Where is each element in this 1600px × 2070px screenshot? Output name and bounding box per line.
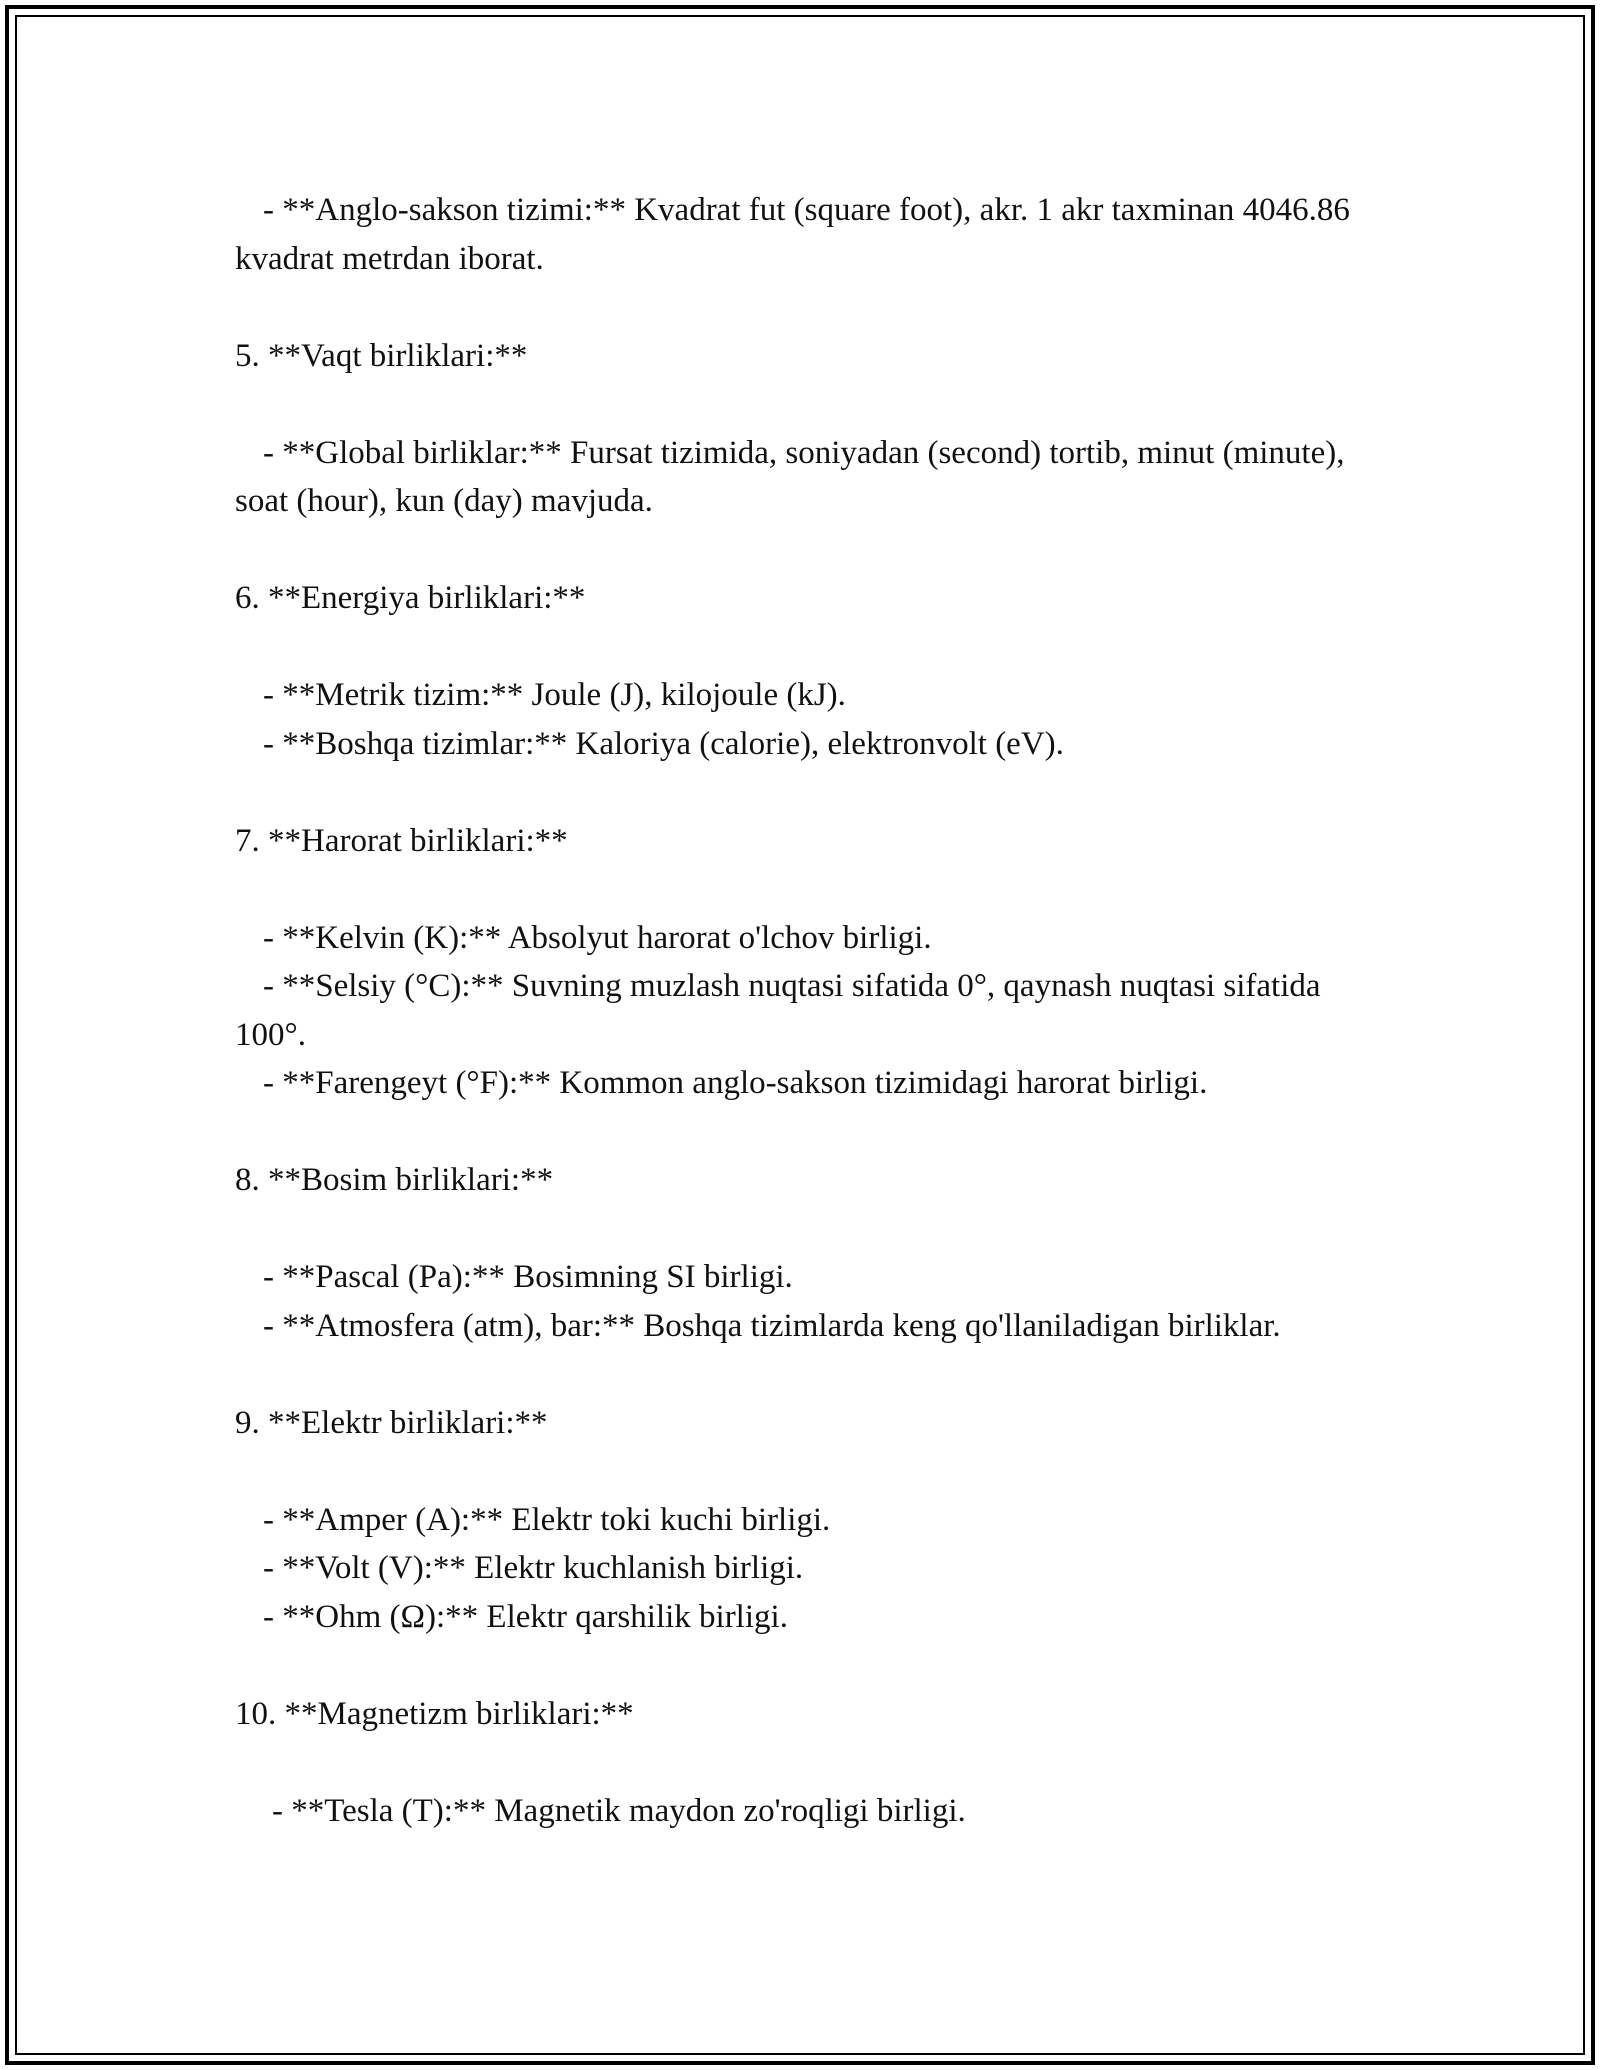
text-line: - **Atmosfera (atm), bar:** Boshqa tizimlarda keng qo'llaniladigan birliklar. (263, 1307, 1281, 1344)
text-line: - **Metrik tizim:** Joule (J), kilojoule (kJ). (263, 677, 846, 713)
text-line: - **Selsiy (°C):** Suvning muzlash nuqtasi sifatida 0°, qaynash nuqtasi sifatida 100°. (235, 968, 1329, 1053)
text-line: - **Farengeyt (°F):** Kommon anglo-sakson tizimidagi harorat birligi. (263, 1065, 1208, 1101)
text-line: - **Pascal (Pa):** Bosimning SI birligi. (263, 1259, 793, 1295)
section-heading: 6. **Energiya birliklari:** (235, 580, 586, 616)
section-heading: 9. **Elektr birliklari:** (235, 1404, 548, 1441)
document-body (235, 186, 1365, 1835)
text-line: - **Ohm (Ω):** Elektr qarshilik birligi. (263, 1598, 788, 1635)
section-heading: 8. **Bosim birliklari:** (235, 1162, 554, 1198)
section-heading: 7. **Harorat birliklari:** (235, 822, 568, 859)
text-line: - **Boshqa tizimlar:** Kaloriya (calorie), elektronvolt (eV). (263, 725, 1064, 762)
section-heading: 5. **Vaqt birliklari:** (235, 337, 528, 374)
text-line: - **Volt (V):** Elektr kuchlanish birligi. (263, 1550, 804, 1586)
text-line: - **Kelvin (K):** Absolyut harorat o'lchov birligi. (263, 919, 932, 956)
text-line: - **Global birliklar:** Fursat tizimida, soniyadan (second) tortib, minut (minute), soat (hour), kun (day) mavjuda. (235, 434, 1353, 519)
text-line: - **Tesla (T):** Magnetik maydon zo'roqligi birligi. (272, 1792, 966, 1829)
text-line: - **Amper (A):** Elektr toki kuchi birligi. (263, 1501, 831, 1538)
section-heading: 10. **Magnetizm birliklari:** (235, 1695, 634, 1732)
text-line: - **Anglo-sakson tizimi:** Kvadrat fut (square foot), akr. 1 akr taxminan 4046.86 kvadrat metrdan iborat. (235, 192, 1359, 277)
